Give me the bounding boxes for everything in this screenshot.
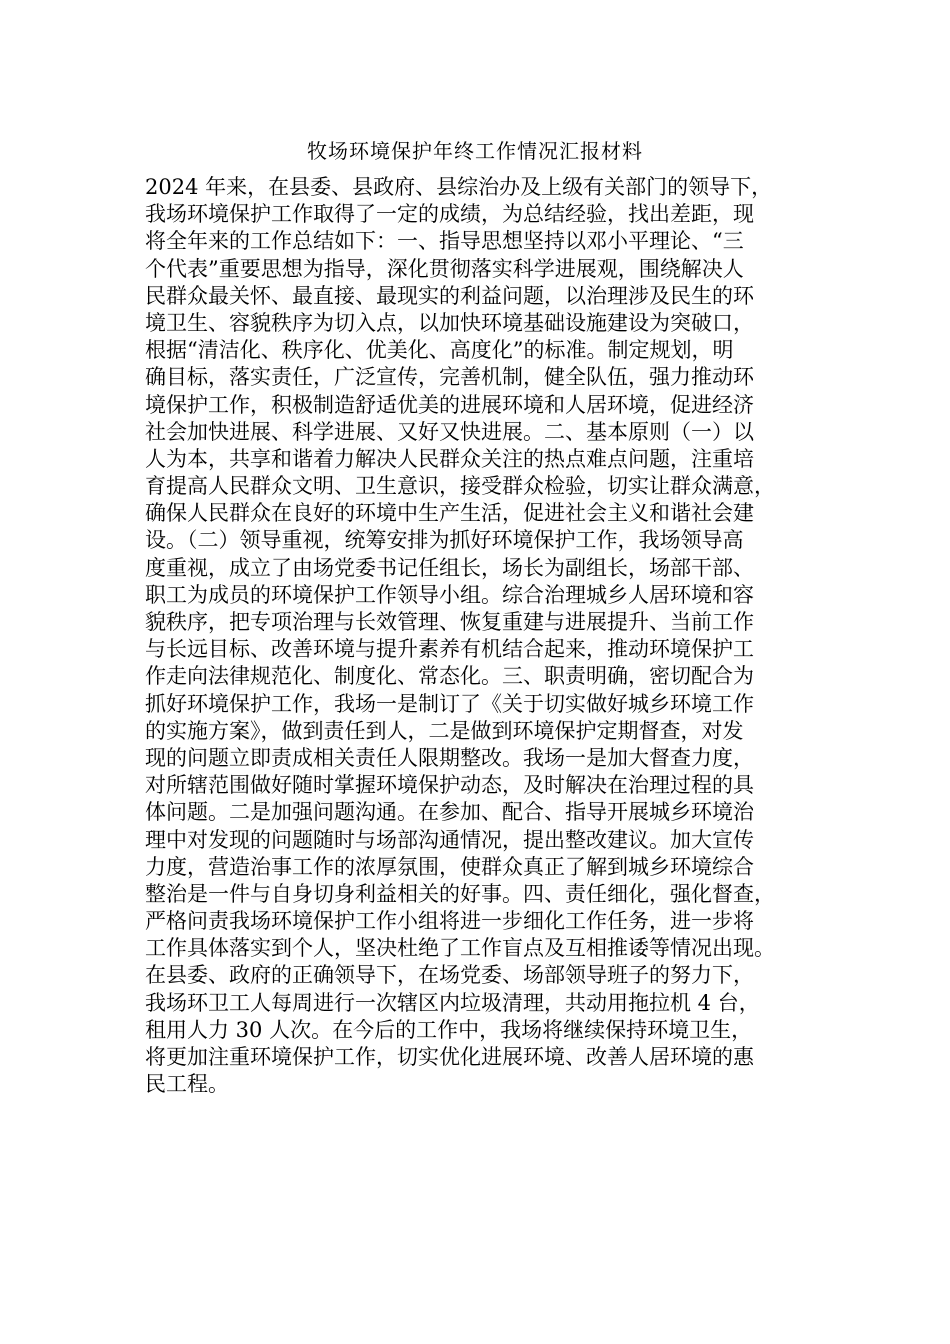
body-line: 貌秩序，把专项治理与长效管理、恢复重建与进展提升、当前工作 xyxy=(145,610,754,634)
body-line: 将更加注重环境保护工作，切实优化进展环境、改善人居环境的惠 xyxy=(145,1045,754,1069)
body-line: 境卫生、容貌秩序为切入点，以加快环境基础设施建设为突破口， xyxy=(145,310,754,335)
body-line: 理中对发现的问题随时与场部沟通情况，提出整改建议。加大宣传 xyxy=(145,827,754,852)
body-line: 职工为成员的环境保护工作领导小组。综合治理城乡人居环境和容 xyxy=(145,582,754,607)
body-line: 的实施方案》，做到责任到人，二是做到环境保护定期督查，对发 xyxy=(145,718,744,743)
body-line: 我场环境保护工作取得了一定的成绩，为总结经验，找出差距，现 xyxy=(145,202,754,227)
body-line: 个代表”重要思想为指导，深化贯彻落实科学进展观，围绕解决人 xyxy=(145,256,744,281)
body-line: 严格问责我场环境保护工作小组将进一步细化工作任务，进一步将 xyxy=(145,909,754,934)
document-title: 牧场环境保护年终工作情况汇报材料 xyxy=(307,139,643,163)
body-line: 设。（二）领导重视，统筹安排为抓好环境保护工作，我场领导高 xyxy=(145,528,744,553)
body-line: 人为本，共享和谐着力解决人民群众关注的热点难点问题，注重培 xyxy=(145,446,754,471)
body-line: 整治是一件与自身切身利益相关的好事。四、责任细化，强化督查， xyxy=(145,881,775,906)
body-line: 确保人民群众在良好的环境中生产生活，促进社会主义和谐社会建 xyxy=(145,501,754,526)
body-line: 根据“清洁化、秩序化、优美化、高度化”的标准。制定规划，明 xyxy=(145,338,734,363)
body-line: 作走向法律规范化、制度化、常态化。三、职责明确，密切配合为 xyxy=(145,664,754,689)
body-line: 境保护工作，积极制造舒适优美的进展环境和人居环境，促进经济 xyxy=(145,392,754,417)
document-body xyxy=(145,174,835,1098)
body-line: 度重视，成立了由场党委书记任组长，场长为副组长，场部干部、 xyxy=(145,555,754,580)
body-line: 确目标，落实责任，广泛宣传，完善机制，健全队伍，强力推动环 xyxy=(145,365,754,390)
body-line: 力度，营造治事工作的浓厚氛围，使群众真正了解到城乡环境综合 xyxy=(145,854,754,879)
body-line: 抓好环境保护工作，我场一是制订了《关于切实做好城乡环境工作 xyxy=(145,691,754,716)
body-line: 育提高人民群众文明、卫生意识，接受群众检验，切实让群众满意， xyxy=(145,474,775,499)
body-line: 2024 年来，在县委、县政府、县综治办及上级有关部门的领导下， xyxy=(145,175,773,199)
body-line: 将全年来的工作总结如下：一、指导思想坚持以邓小平理论、“三 xyxy=(145,229,744,254)
body-line: 社会加快进展、科学进展、又好又快进展。二、基本原则（一）以 xyxy=(145,419,754,444)
body-line: 现的问题立即责成相关责任人限期整改。我场一是加大督查力度， xyxy=(145,745,754,770)
body-line: 租用人力 30 人次。在今后的工作中，我场将继续保持环境卫生， xyxy=(145,1017,753,1042)
body-line: 我场环卫工人每周进行一次辖区内垃圾清理，共动用拖拉机 4 台， xyxy=(145,990,760,1015)
body-line: 对所辖范围做好随时掌握环境保护动态，及时解决在治理过程的具 xyxy=(145,773,754,798)
body-line: 工作具体落实到个人，坚决杜绝了工作盲点及互相推诿等情况出现。 xyxy=(145,936,775,961)
body-line: 民工程。 xyxy=(145,1072,229,1097)
body-line: 在县委、政府的正确领导下，在场党委、场部领导班子的努力下， xyxy=(145,963,754,988)
body-line: 体问题。二是加强问题沟通。在参加、配合、指导开展城乡环境治 xyxy=(145,800,754,825)
body-line: 民群众最关怀、最直接、最现实的利益问题，以治理涉及民生的环 xyxy=(145,283,754,308)
body-line: 与长远目标、改善环境与提升素养有机结合起来，推动环境保护工 xyxy=(145,637,754,662)
